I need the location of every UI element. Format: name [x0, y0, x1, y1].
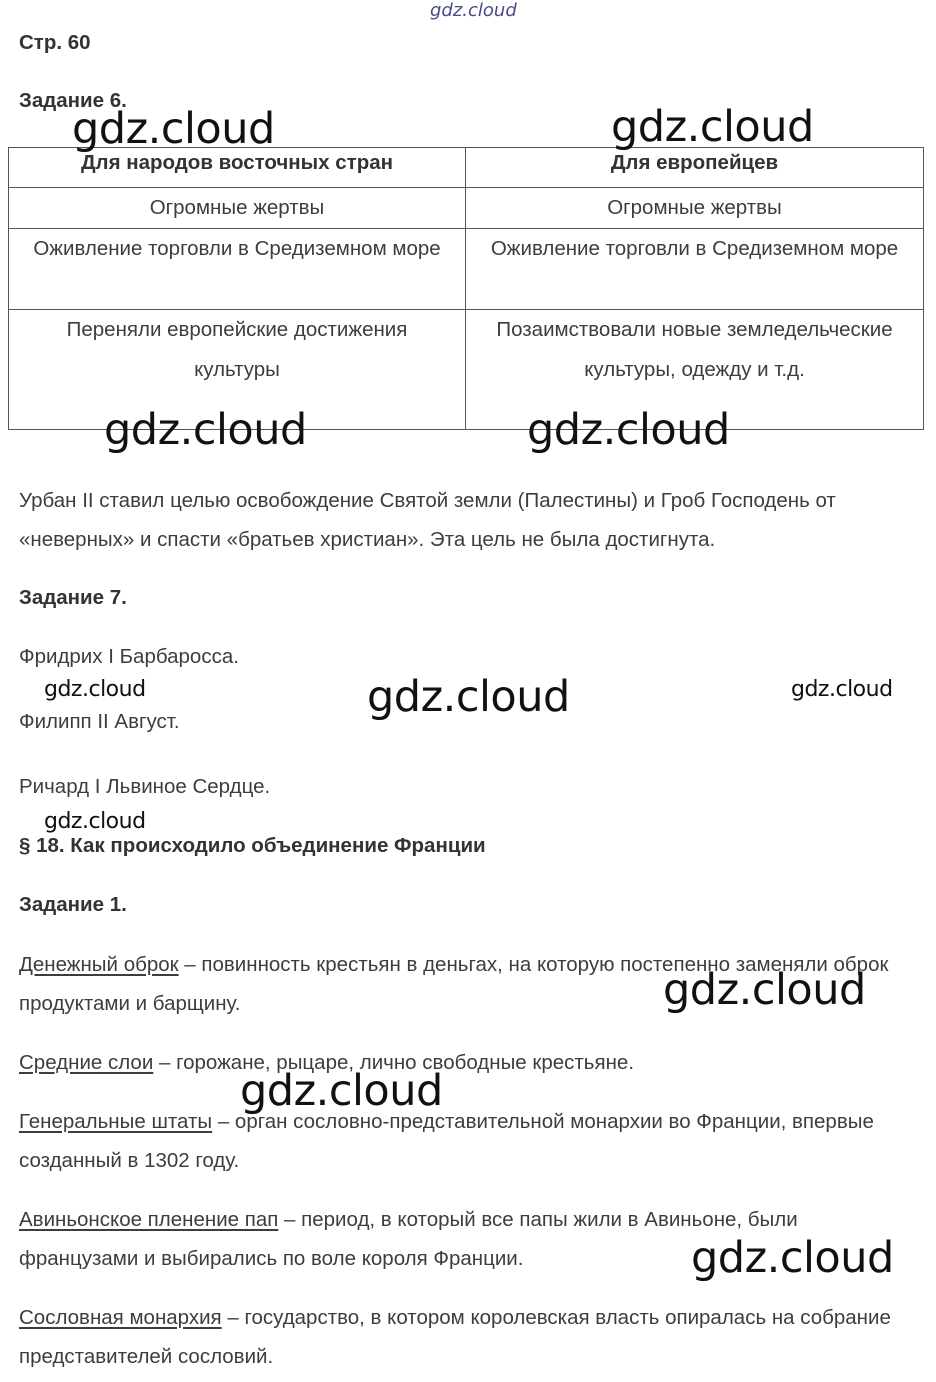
task6-paragraph: Урбан II ставил целью освобождение Святой земли (Палестины) и Гроб Господень от «неверных» и спасти «братьев христиан». Эта цель не была достигнута.: [19, 489, 836, 551]
term-definition: – горожане, рыцаре, лично свободные крестьяне.: [153, 1051, 635, 1074]
watermark: gdz.cloud: [527, 405, 730, 455]
watermark: gdz.cloud: [367, 672, 570, 722]
term-name: Средние слои: [19, 1051, 154, 1074]
watermark: gdz.cloud: [72, 104, 275, 154]
list-item: Фридрих I Барбаросса.: [19, 645, 239, 668]
watermark: gdz.cloud: [240, 1066, 443, 1116]
task6-table: [8, 147, 924, 430]
watermark: gdz.cloud: [791, 677, 893, 702]
term-entry: [19, 1102, 919, 1180]
term-definition: – орган сословно-представительной монархии во Франции, впервые созданный в 1302 году.: [19, 1110, 874, 1172]
task6-title: Задание 6.: [19, 89, 127, 112]
page-label: Стр. 60: [19, 31, 91, 54]
term-name: Сословная монархия: [19, 1306, 222, 1329]
term-entry: [19, 1043, 919, 1082]
watermark: gdz.cloud: [44, 809, 146, 834]
table-cell: Оживление торговли в Средиземном море: [466, 229, 924, 310]
watermark: gdz.cloud: [44, 677, 146, 702]
watermark-top: gdz.cloud: [430, 0, 517, 21]
table-row: [9, 188, 924, 229]
term-definition: – период, в который все папы жили в Авиньоне, были французами и выбирались по воле короля Франции.: [19, 1208, 798, 1270]
section18-title: § 18. Как происходило объединение Франции: [19, 834, 486, 857]
term-name: Авиньонское пленение пап: [19, 1208, 279, 1231]
table-cell: Позаимствовали новые земледельческие культуры, одежду и т.д.: [466, 310, 924, 430]
task1-title: Задание 1.: [19, 893, 127, 916]
term-name: Денежный оброк: [19, 953, 179, 976]
watermark: gdz.cloud: [611, 102, 814, 152]
table-header-east: Для народов восточных стран: [9, 148, 466, 188]
table-cell: Огромные жертвы: [466, 188, 924, 229]
term-definition: – государство, в котором королевская власть опиралась на собрание представителей сословий.: [19, 1306, 891, 1368]
term-entry: [19, 1298, 919, 1376]
table-cell: Оживление торговли в Средиземном море: [9, 229, 466, 310]
table-cell: Переняли европейские достижения культуры: [9, 310, 466, 430]
watermark: gdz.cloud: [104, 405, 307, 455]
table-cell: Огромные жертвы: [9, 188, 466, 229]
watermark: gdz.cloud: [663, 965, 866, 1015]
list-item: Филипп II Август.: [19, 710, 180, 733]
term-name: Генеральные штаты: [19, 1110, 213, 1133]
watermark: gdz.cloud: [691, 1233, 894, 1283]
term-definition: – повинность крестьян в деньгах, на которую постепенно заменяли оброк продуктами и барщину.: [19, 953, 889, 1015]
table-header-europe: Для европейцев: [466, 148, 924, 188]
list-item: Ричард I Львиное Сердце.: [19, 775, 271, 798]
task7-title: Задание 7.: [19, 586, 127, 609]
table-row: [9, 229, 924, 310]
